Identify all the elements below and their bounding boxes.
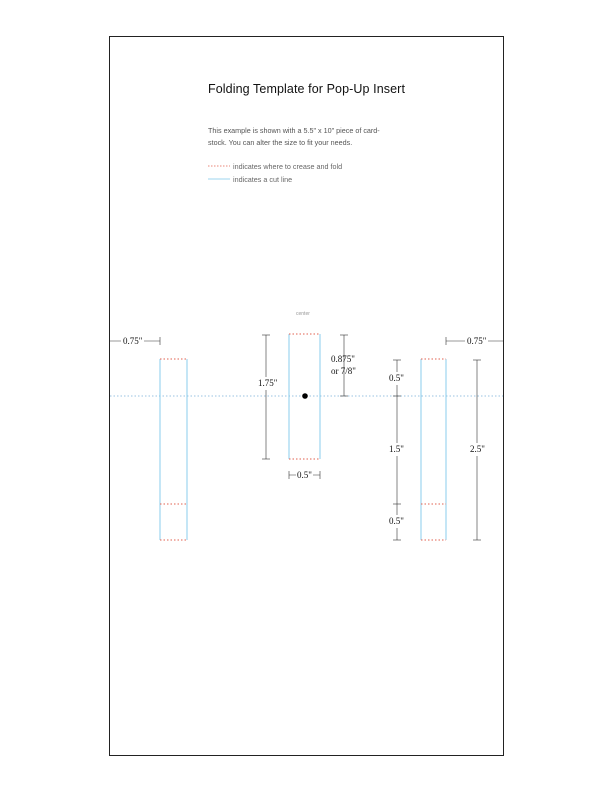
left-strip [160,359,187,540]
center-offset-label-b: or 7/8" [331,366,356,376]
center-point [302,393,308,399]
center-strip [289,334,320,459]
intro-line-2: stock. You can alter the size to fit your needs. [208,137,353,147]
right-total-label: 2.5" [470,444,485,454]
right-strip [421,359,446,540]
right-top-label: 0.5" [389,373,404,383]
legend-crease-label: indicates where to crease and fold [233,162,343,171]
center-height-label: 1.75" [258,378,278,388]
right-margin-label: 0.75" [467,336,487,346]
left-margin-label: 0.75" [123,336,143,346]
center-offset-label-a: 0.875" [331,354,355,364]
right-bottom-label: 0.5" [389,516,404,526]
center-label: center [296,311,310,317]
center-width-label: 0.5" [297,470,312,480]
intro-line-1: This example is shown with a 5.5" x 10" piece of card- [208,126,380,135]
right-middle-label: 1.5" [389,444,404,454]
page-title: Folding Template for Pop-Up Insert [208,82,406,96]
legend-cut-label: indicates a cut line [233,175,293,184]
